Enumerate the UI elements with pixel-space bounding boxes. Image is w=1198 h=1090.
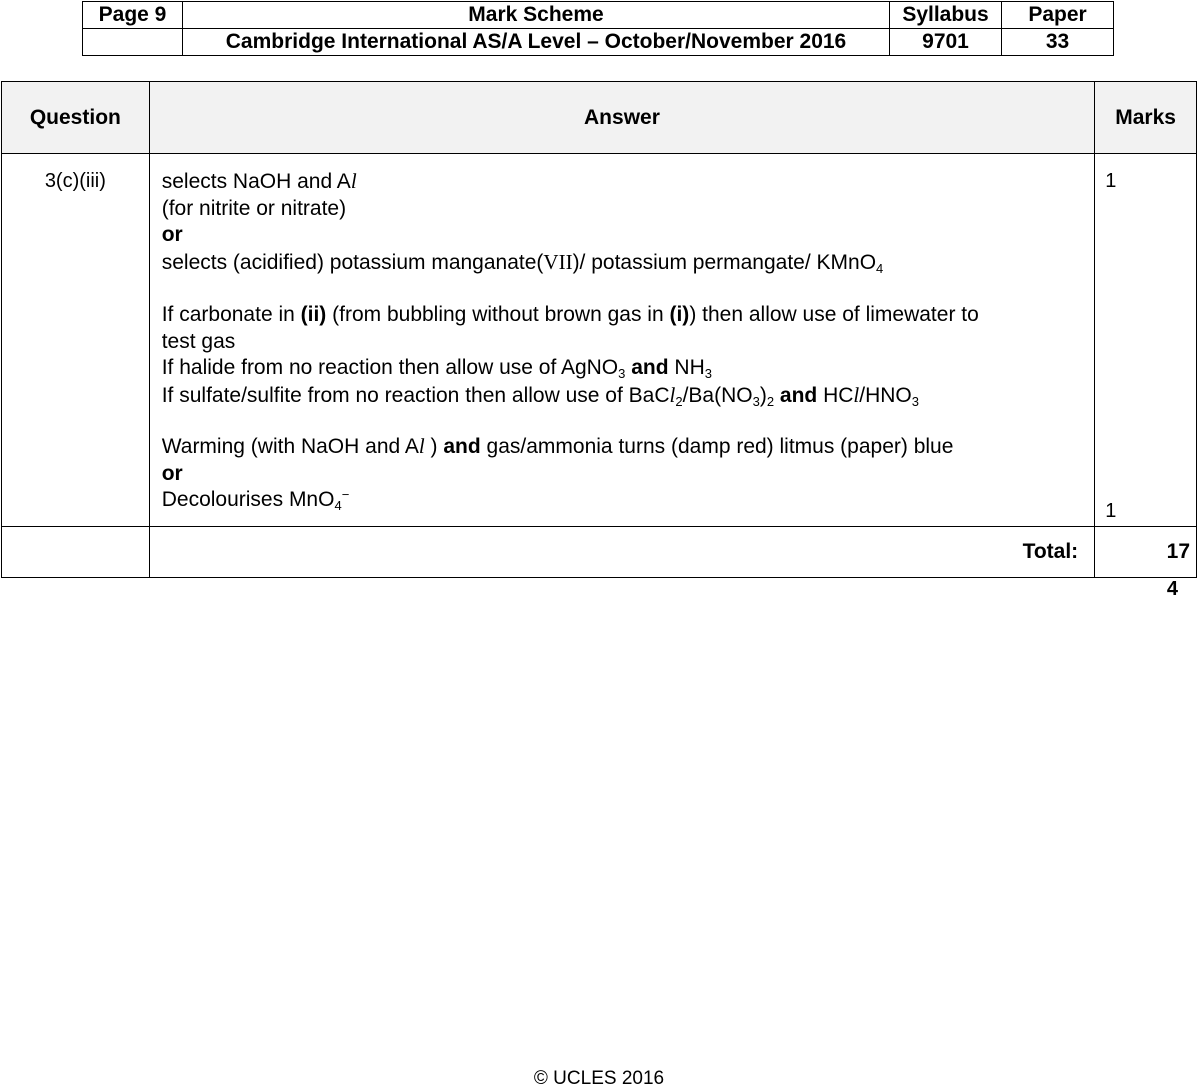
empty-cell: [2, 527, 150, 578]
answer-line: (for nitrite or nitrate): [161, 196, 347, 220]
question-number: 3(c)(iii): [2, 154, 150, 527]
answer-line: Warming (with NaOH and Al ) and gas/ammonia turns (damp red) litmus (paper) blue: [161, 434, 954, 458]
question-total-mark: 4: [1166, 578, 1178, 600]
answer-line: If sulfate/sulfite from no reaction then allow use of $BaCl_2/Ba(NO_3)_2$ and HCl/$HNO_3$: [161, 382, 919, 409]
answer-line: Decolourises MnO$_4$−: [161, 487, 350, 513]
column-header-row: [2, 82, 1197, 154]
total-value: 17: [1095, 527, 1197, 578]
question-column-header: Question: [2, 82, 150, 154]
mark-value: 1: [1105, 500, 1117, 522]
header-table: [82, 1, 1114, 56]
table-row: [2, 154, 1197, 527]
mark-value: 1: [1105, 170, 1117, 192]
answer-line: or: [161, 461, 183, 485]
answer-cell: [149, 154, 1094, 527]
answer-line: selects NaOH and Al: [161, 169, 357, 193]
syllabus-code: 9701: [890, 29, 1002, 56]
paper-label: Paper: [1002, 2, 1114, 29]
total-label: Total:: [149, 527, 1094, 578]
document-title: Mark Scheme: [183, 2, 890, 29]
answer-column-header: Answer: [149, 82, 1094, 154]
copyright-footer: © UCLES 2016: [533, 1068, 665, 1089]
answer-line: If carbonate in (ii) (from bubbling without brown gas in (i)) then allow use of limewater to: [161, 303, 979, 326]
answer-line: test gas: [161, 329, 236, 353]
page-number: Page 9: [83, 2, 183, 29]
answer-line: selects (acidified) potassium manganate(VII)/ potassium permangate/ KMnO$_4$: [161, 249, 884, 276]
answer-line: or: [161, 223, 183, 246]
syllabus-label: Syllabus: [890, 2, 1002, 29]
paper-code: 33: [1002, 29, 1114, 56]
empty-cell: [83, 29, 183, 56]
total-row: [2, 527, 1197, 578]
answer-line: If halide from no reaction then allow use of AgNO$_3$ and $NH_3$: [161, 356, 712, 381]
exam-name: Cambridge International AS/A Level – October/November 2016: [183, 29, 890, 56]
marks-column-header: Marks: [1095, 82, 1197, 154]
mark-scheme-table: [1, 81, 1197, 600]
